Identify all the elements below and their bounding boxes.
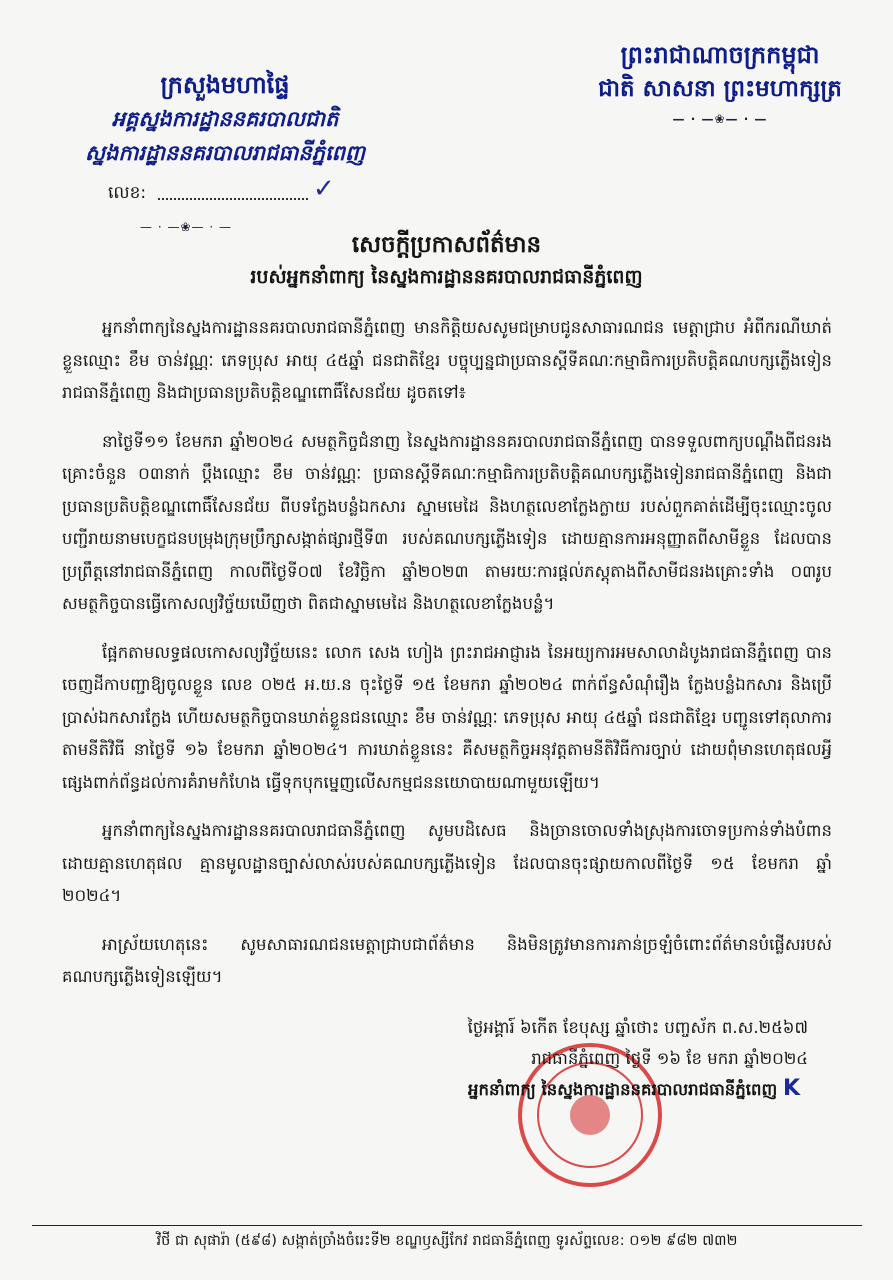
signatory-title: អ្នកនាំពាក្យ នៃស្នងការដ្ឋាននគរបាលរាជធានីភ្នំពេញ (468, 1080, 778, 1099)
lunar-date: ថ្ងៃអង្គារ៍ ៦កើត ខែបុស្ស ឆ្នាំថោះ បញ្ចស័ក ព.ស.២៥៦៧ (467, 1018, 808, 1037)
reference-dotted-line (158, 198, 308, 200)
reference-label: លេខ: (108, 183, 147, 203)
paragraph-4: អ្នកនាំពាក្យនៃស្នងការដ្ឋាននគរបាលរាជធានីភ្នំពេញ សូមបដិសេធ និងច្រានចោលទាំងស្រុងការចោទប្រកាន់ទាំងបំពាន ដោយគ្មានហេតុផល គ្មានមូលដ្ឋានច្បាស់លាស់របស់គណបក្សភ្លើងទៀន ដែលបានចុះផ្សាយកាលពីថ្ងៃទី ១៥ ខែមករា ឆ្នាំ ២០២៤។ (62, 821, 832, 905)
ministry-header (40, 68, 410, 170)
paragraph-5: អាស្រ័យហេតុនេះ សូមសាធារណជនមេត្តាជ្រាបជាព័ត៌មាន និងមិនត្រូវមានការភាន់ច្រឡំចំពោះព័ត៌មានបំផ្លើសរបស់គណបក្សភ្លើងទៀនឡើយ។ (62, 934, 832, 986)
title-main: សេចក្តីប្រកាសព័ត៌មាន (351, 232, 542, 258)
ministry-line-3: ស្នងការដ្ឋាននគរបាលរាជធានីភ្នំពេញ (85, 141, 365, 165)
title-sub: របស់អ្នកនាំពាក្យ នៃស្នងការដ្ឋាននគរបាលរាជធានីភ្នំពេញ (250, 266, 643, 288)
signature-initial: K (782, 1076, 800, 1101)
ministry-line-2: អគ្គស្នងការដ្ឋាននគរបាលជាតិ (111, 107, 339, 131)
document-body (62, 312, 832, 1010)
signature-block (420, 1076, 800, 1104)
kingdom-line-1: ព្រះរាជាណាចក្រកម្ពុជា (620, 41, 820, 69)
kingdom-header (575, 38, 865, 126)
kingdom-line-2: ជាតិ សាសនា ព្រះមហាក្សត្រ (598, 76, 842, 102)
place-date: រាជធានីភ្នំពេញ ថ្ងៃទី ១៦ ខែ មករា ឆ្នាំ២០២៤ (531, 1049, 808, 1068)
date-block (398, 1012, 808, 1074)
ministry-line-1: ក្រសួងមហាផ្ទៃ (160, 71, 290, 99)
ministry-ornament: — · —❀— · — (140, 220, 232, 234)
paragraph-1: អ្នកនាំពាក្យនៃស្នងការដ្ឋាននគរបាលរាជធានីភ្នំពេញ មានកិត្តិយសសូមជម្រាបជូនសាធារណជន មេត្តាជ្រាប អំពីករណីឃាត់ខ្លួនឈ្មោះ ខឹម ចាន់វណ្ណៈ ភេទប្រុស អាយុ ៤៥ឆ្នាំ ជនជាតិខ្មែរ បច្ចុប្បន្នជាប្រធានស្តីទីគណៈកម្មាធិការប្រតិបត្តិគណបក្សភ្លើងទៀនរាជធានីភ្នំពេញ និងជាប្រធានប្រតិបត្តិខណ្ឌពោធិ៍សែនជ័យ ដូចតទៅ៖ (62, 318, 832, 402)
footer-divider (32, 1225, 862, 1226)
paragraph-2: នាថ្ងៃទី១១ ខែមករា ឆ្នាំ២០២៤ សមត្ថកិច្ចជំនាញ នៃស្នងការដ្ឋាននគរបាលរាជធានីភ្នំពេញ បានទទួលពាក្យបណ្តឹងពីជនរងគ្រោះចំនួន ០៣នាក់ ប្តឹងឈ្មោះ ខឹម ចាន់វណ្ណៈ ប្រធានស្តីទីគណៈកម្មាធិការប្រតិបត្តិគណបក្សភ្លើងទៀនរាជធានីភ្នំពេញ និងជាប្រធានប្រតិបត្តិខណ្ឌពោធិ៍សែនជ័យ ពីបទក្លែងបន្លំឯកសារ ស្នាមមេដៃ និងហត្ថលេខាក្លែងក្លាយ របស់ពួកគាត់ដើម្បីចុះឈ្មោះចូលបញ្ជីរាយនាមបេក្ខជនបម្រុងក្រុមប្រឹក្សាសង្កាត់ផ្សារថ្មីទី៣ របស់គណបក្សភ្លើងទៀន ដោយគ្មានការអនុញ្ញាតពីសាមីខ្លួន ដែលបានប្រព្រឹត្តនៅរាជធានីភ្នំពេញ កាលពីថ្ងៃទី០៧ ខែវិច្ឆិកា ឆ្នាំ២០២៣ តាមរយៈការផ្តល់ភស្តុតាងពីសាមីជនរងគ្រោះទាំង ០៣រូប សមត្ថកិច្ចបានធ្វើកោសល្យវិច្ច័យឃើញថា ពិតជាស្នាមមេដៃ និងហត្ថលេខាក្លែងបន្លំ។ (62, 431, 832, 613)
reference-number (108, 174, 335, 207)
checkmark-icon: ✓ (313, 174, 335, 204)
kingdom-ornament: — · —❀— · — (672, 112, 768, 126)
paragraph-3: ផ្អែកតាមលទ្ធផលកោសល្យវិច្ច័យនេះ លោក សេង ហៀង ព្រះរាជអាជ្ញារង នៃអយ្យការអមសាលាដំបូងរាជធានីភ្នំពេញ បានចេញដីកាបញ្ជាឱ្យចូលខ្លួន លេខ ០២៥ អ.យ.ន ចុះថ្ងៃទី ១៥ ខែមករា ឆ្នាំ២០២៤ ពាក់ព័ន្ធសំណុំរឿង ក្លែងបន្លំឯកសារ និងប្រើប្រាស់ឯកសារក្លែង ហើយសមត្ថកិច្ចបានឃាត់ខ្លួនជនឈ្មោះ ខឹម ចាន់វណ្ណៈ ភេទប្រុស អាយុ ៤៥ឆ្នាំ ជនជាតិខ្មែរ បញ្ជូនទៅតុលាការតាមនីតិវិធី នាថ្ងៃទី ១៦ ខែមករា ឆ្នាំ២០២៤។ ការឃាត់ខ្លួននេះ គឺសមត្ថកិច្ចអនុវត្តតាមនីតិវិធីការច្បាប់ ដោយពុំមានហេតុផលអ្វីផ្សេងពាក់ព័ន្ធដល់ការគំរាមកំហែង ធ្វើទុកបុកម្នេញលើសកម្មជននយោបាយណាមួយឡើយ។ (62, 642, 832, 792)
footer-address: វិថី ជា សុផារ៉ា (៥៩៨) សង្កាត់ច្រាំងចំរេះទី២ ខណ្ឌឫស្សីកែវ រាជធានីភ្នំពេញ ទូរស័ព្ទលេខ: ០១២ ៩៨២ ៧៣២ (156, 1233, 738, 1249)
document-title (0, 228, 893, 292)
